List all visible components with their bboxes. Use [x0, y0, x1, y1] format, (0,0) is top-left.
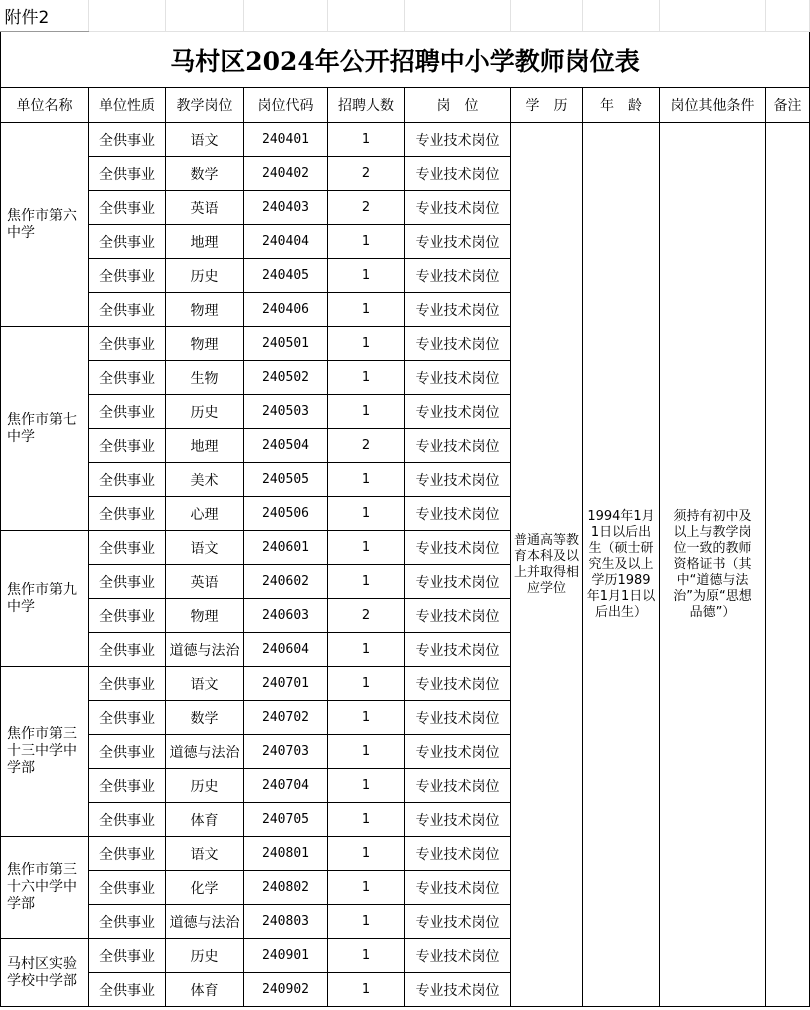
attachment-label: 附件2 — [1, 0, 89, 32]
post-code-cell: 240602 — [244, 565, 328, 599]
post-type-cell: 专业技术岗位 — [405, 361, 511, 395]
table-row — [1, 123, 810, 157]
hire-count-cell: 2 — [328, 157, 405, 191]
subject-cell: 体育 — [166, 973, 244, 1007]
subject-cell: 历史 — [166, 259, 244, 293]
unit-nature-cell: 全供事业 — [89, 735, 166, 769]
subject-cell: 历史 — [166, 769, 244, 803]
post-code-cell: 240703 — [244, 735, 328, 769]
page-title: 马村区2024年公开招聘中小学教师岗位表 — [1, 32, 810, 88]
column-header: 单位名称 — [1, 88, 89, 123]
column-header: 年 龄 — [583, 88, 660, 123]
post-code-cell: 240705 — [244, 803, 328, 837]
hire-count-cell: 2 — [328, 191, 405, 225]
unit-name-cell: 焦作市第七中学 — [1, 327, 89, 531]
subject-cell: 历史 — [166, 395, 244, 429]
post-type-cell: 专业技术岗位 — [405, 565, 511, 599]
post-code-cell: 240802 — [244, 871, 328, 905]
post-code-cell: 240601 — [244, 531, 328, 565]
hire-count-cell: 1 — [328, 123, 405, 157]
column-header: 岗 位 — [405, 88, 511, 123]
hire-count-cell: 2 — [328, 429, 405, 463]
unit-name-cell: 焦作市第三十六中学中学部 — [1, 837, 89, 939]
post-code-cell: 240503 — [244, 395, 328, 429]
subject-cell: 化学 — [166, 871, 244, 905]
post-type-cell: 专业技术岗位 — [405, 497, 511, 531]
post-code-cell: 240901 — [244, 939, 328, 973]
post-type-cell: 专业技术岗位 — [405, 293, 511, 327]
hire-count-cell: 1 — [328, 973, 405, 1007]
unit-nature-cell: 全供事业 — [89, 905, 166, 939]
post-type-cell: 专业技术岗位 — [405, 191, 511, 225]
post-code-cell: 240701 — [244, 667, 328, 701]
unit-name-cell: 焦作市第三十三中学中学部 — [1, 667, 89, 837]
unit-nature-cell: 全供事业 — [89, 803, 166, 837]
post-type-cell: 专业技术岗位 — [405, 633, 511, 667]
post-type-cell: 专业技术岗位 — [405, 905, 511, 939]
hire-count-cell: 1 — [328, 327, 405, 361]
post-code-cell: 240401 — [244, 123, 328, 157]
column-header: 岗位其他条件 — [660, 88, 766, 123]
subject-cell: 语文 — [166, 123, 244, 157]
subject-cell: 美术 — [166, 463, 244, 497]
hire-count-cell: 1 — [328, 463, 405, 497]
post-code-cell: 240506 — [244, 497, 328, 531]
subject-cell: 英语 — [166, 191, 244, 225]
hire-count-cell: 1 — [328, 701, 405, 735]
post-type-cell: 专业技术岗位 — [405, 123, 511, 157]
hire-count-cell: 1 — [328, 497, 405, 531]
hire-count-cell: 1 — [328, 531, 405, 565]
hire-count-cell: 1 — [328, 225, 405, 259]
subject-cell: 语文 — [166, 531, 244, 565]
subject-cell: 道德与法治 — [166, 905, 244, 939]
post-code-cell: 240902 — [244, 973, 328, 1007]
subject-cell: 道德与法治 — [166, 633, 244, 667]
column-header: 岗位代码 — [244, 88, 328, 123]
post-type-cell: 专业技术岗位 — [405, 973, 511, 1007]
post-type-cell: 专业技术岗位 — [405, 395, 511, 429]
post-code-cell: 240502 — [244, 361, 328, 395]
post-type-cell: 专业技术岗位 — [405, 939, 511, 973]
subject-cell: 物理 — [166, 327, 244, 361]
post-code-cell: 240403 — [244, 191, 328, 225]
unit-nature-cell: 全供事业 — [89, 667, 166, 701]
subject-cell: 物理 — [166, 599, 244, 633]
unit-nature-cell: 全供事业 — [89, 123, 166, 157]
unit-nature-cell: 全供事业 — [89, 157, 166, 191]
post-type-cell: 专业技术岗位 — [405, 531, 511, 565]
hire-count-cell: 1 — [328, 735, 405, 769]
hire-count-cell: 1 — [328, 905, 405, 939]
subject-cell: 道德与法治 — [166, 735, 244, 769]
hire-count-cell: 1 — [328, 633, 405, 667]
post-type-cell: 专业技术岗位 — [405, 871, 511, 905]
post-type-cell: 专业技术岗位 — [405, 259, 511, 293]
unit-name-cell: 焦作市第六中学 — [1, 123, 89, 327]
post-type-cell: 专业技术岗位 — [405, 667, 511, 701]
column-header: 备注 — [766, 88, 810, 123]
unit-nature-cell: 全供事业 — [89, 395, 166, 429]
post-code-cell: 240504 — [244, 429, 328, 463]
unit-nature-cell: 全供事业 — [89, 531, 166, 565]
unit-nature-cell: 全供事业 — [89, 939, 166, 973]
unit-nature-cell: 全供事业 — [89, 429, 166, 463]
unit-nature-cell: 全供事业 — [89, 871, 166, 905]
post-code-cell: 240404 — [244, 225, 328, 259]
post-type-cell: 专业技术岗位 — [405, 327, 511, 361]
post-code-cell: 240402 — [244, 157, 328, 191]
post-code-cell: 240505 — [244, 463, 328, 497]
subject-cell: 语文 — [166, 837, 244, 871]
post-type-cell: 专业技术岗位 — [405, 463, 511, 497]
subject-cell: 地理 — [166, 429, 244, 463]
post-type-cell: 专业技术岗位 — [405, 701, 511, 735]
post-type-cell: 专业技术岗位 — [405, 429, 511, 463]
column-header: 教学岗位 — [166, 88, 244, 123]
unit-nature-cell: 全供事业 — [89, 633, 166, 667]
unit-nature-cell: 全供事业 — [89, 191, 166, 225]
subject-cell: 数学 — [166, 701, 244, 735]
post-code-cell: 240702 — [244, 701, 328, 735]
unit-nature-cell: 全供事业 — [89, 973, 166, 1007]
unit-nature-cell: 全供事业 — [89, 259, 166, 293]
post-code-cell: 240704 — [244, 769, 328, 803]
unit-nature-cell: 全供事业 — [89, 701, 166, 735]
header-row — [1, 88, 810, 123]
hire-count-cell: 1 — [328, 871, 405, 905]
age-cell: 1994年1月1日以后出生（硕士研究生及以上学历1989年1月1日以后出生） — [583, 123, 660, 1007]
unit-nature-cell: 全供事业 — [89, 769, 166, 803]
unit-name-cell: 马村区实验学校中学部 — [1, 939, 89, 1007]
post-code-cell: 240603 — [244, 599, 328, 633]
column-header: 学 历 — [511, 88, 583, 123]
hire-count-cell: 1 — [328, 837, 405, 871]
unit-nature-cell: 全供事业 — [89, 225, 166, 259]
hire-count-cell: 1 — [328, 395, 405, 429]
post-code-cell: 240801 — [244, 837, 328, 871]
unit-nature-cell: 全供事业 — [89, 463, 166, 497]
subject-cell: 地理 — [166, 225, 244, 259]
subject-cell: 物理 — [166, 293, 244, 327]
hire-count-cell: 1 — [328, 939, 405, 973]
post-type-cell: 专业技术岗位 — [405, 769, 511, 803]
unit-nature-cell: 全供事业 — [89, 599, 166, 633]
post-type-cell: 专业技术岗位 — [405, 599, 511, 633]
column-header: 单位性质 — [89, 88, 166, 123]
subject-cell: 生物 — [166, 361, 244, 395]
unit-name-cell: 焦作市第九中学 — [1, 531, 89, 667]
post-type-cell: 专业技术岗位 — [405, 225, 511, 259]
post-code-cell: 240501 — [244, 327, 328, 361]
hire-count-cell: 2 — [328, 599, 405, 633]
subject-cell: 语文 — [166, 667, 244, 701]
post-type-cell: 专业技术岗位 — [405, 803, 511, 837]
hire-count-cell: 1 — [328, 293, 405, 327]
unit-nature-cell: 全供事业 — [89, 293, 166, 327]
post-code-cell: 240406 — [244, 293, 328, 327]
unit-nature-cell: 全供事业 — [89, 565, 166, 599]
hire-count-cell: 1 — [328, 565, 405, 599]
unit-nature-cell: 全供事业 — [89, 837, 166, 871]
post-type-cell: 专业技术岗位 — [405, 837, 511, 871]
subject-cell: 体育 — [166, 803, 244, 837]
other-conditions-cell: 须持有初中及以上与教学岗位一致的教师资格证书（其中“道德与法治”为原“思想品德”） — [660, 123, 766, 1007]
subject-cell: 数学 — [166, 157, 244, 191]
hire-count-cell: 1 — [328, 667, 405, 701]
subject-cell: 英语 — [166, 565, 244, 599]
unit-nature-cell: 全供事业 — [89, 497, 166, 531]
hire-count-cell: 1 — [328, 259, 405, 293]
post-code-cell: 240803 — [244, 905, 328, 939]
hire-count-cell: 1 — [328, 769, 405, 803]
post-type-cell: 专业技术岗位 — [405, 735, 511, 769]
post-code-cell: 240405 — [244, 259, 328, 293]
subject-cell: 历史 — [166, 939, 244, 973]
hire-count-cell: 1 — [328, 361, 405, 395]
post-code-cell: 240604 — [244, 633, 328, 667]
remark-cell — [766, 123, 810, 1007]
education-cell: 普通高等教育本科及以上并取得相应学位 — [511, 123, 583, 1007]
unit-nature-cell: 全供事业 — [89, 361, 166, 395]
hire-count-cell: 1 — [328, 803, 405, 837]
subject-cell: 心理 — [166, 497, 244, 531]
post-type-cell: 专业技术岗位 — [405, 157, 511, 191]
column-header: 招聘人数 — [328, 88, 405, 123]
unit-nature-cell: 全供事业 — [89, 327, 166, 361]
